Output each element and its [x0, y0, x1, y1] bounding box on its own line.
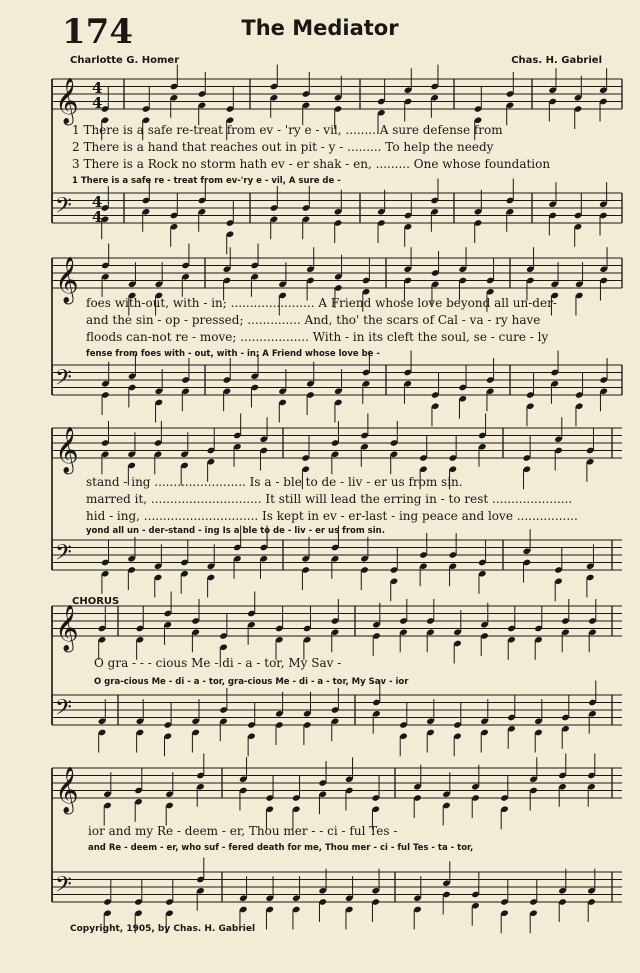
lyric-line: ior and my Re - deem - er, Thou mer - - ci - ful Tes - — [88, 824, 398, 838]
time-signature: 4 — [92, 208, 103, 226]
treble-clef-icon: 𝄞 — [55, 427, 79, 473]
words-credit: Charlotte G. Homer — [70, 55, 180, 66]
lyric-line: stand - ing ........................ Is a - ble to de - liv - er us from sin. — [86, 475, 463, 489]
lyric-line: foes with-out, with - in; ...................... A Friend whose love beyond all un-der- — [86, 296, 557, 310]
time-signature: 4 — [92, 79, 103, 97]
lyric-line: floods can-not re - move; .................. With - in its cleft the soul, se - cure - ly — [86, 330, 549, 344]
hymn-number: 174 — [62, 12, 133, 52]
lyric-line: hid - ing, .............................. Is kept in ev - er-last - ing peace and love ................ — [86, 509, 578, 523]
bass-lyric-line: and Re - deem - er, who suf - fered death for me, Thou mer - ci - ful Tes - ta - tor, — [88, 843, 474, 853]
bass-lyric-line: 1 There is a safe re - treat from ev-'ry e - vil, A sure de - — [72, 176, 341, 186]
lyric-line: 1 There is a safe re-treat from ev - 'ry e - vil, .........A sure defense from — [72, 123, 503, 137]
treble-clef-icon: 𝄞 — [55, 767, 79, 813]
lyric-line: and the sin - op - pressed; .............. And, tho' the scars of Cal - va - ry have — [86, 313, 541, 327]
lyric-line: 3 There is a Rock no storm hath ev - er shak - en, ......... One whose foundation — [72, 157, 551, 171]
time-signature: 4 — [92, 94, 103, 112]
lyric-line: marred it, ............................. It still will lead the erring in - to rest ..................... — [86, 492, 573, 506]
treble-clef-icon: 𝄞 — [55, 257, 79, 303]
time-signature: 4 — [92, 193, 103, 211]
bass-clef-icon: 𝄢 — [55, 365, 72, 396]
bass-clef-icon: 𝄢 — [55, 193, 72, 224]
chorus-label: CHORUS — [72, 596, 120, 607]
hymn-title: The Mediator — [241, 16, 399, 40]
treble-clef-icon: 𝄞 — [55, 605, 79, 651]
lyric-line: 2 There is a hand that reaches out in pit - y - ......... To help the needy — [72, 140, 494, 154]
treble-clef-icon: 𝄞 — [55, 78, 79, 124]
bass-lyric-line: yond all un - der-stand - ing Is a ble to de - liv - er us from sin. — [86, 526, 385, 536]
bass-clef-icon: 𝄢 — [55, 872, 72, 903]
bass-clef-icon: 𝄢 — [55, 540, 72, 571]
bass-lyric-line: O gra-cious Me - di - a - tor, gra-cious Me - di - a - tor, My Sav - ior — [94, 677, 409, 687]
bass-clef-icon: 𝄢 — [55, 695, 72, 726]
copyright-notice: Copyright, 1905, by Chas. H. Gabriel — [70, 924, 256, 934]
music-credit: Chas. H. Gabriel — [511, 55, 602, 66]
bass-lyric-line: fense from foes with - out, with - in; A Friend whose love be - — [86, 349, 380, 359]
lyric-line: O gra - - - cious Me - di - a - tor, My Sav - — [94, 656, 342, 670]
